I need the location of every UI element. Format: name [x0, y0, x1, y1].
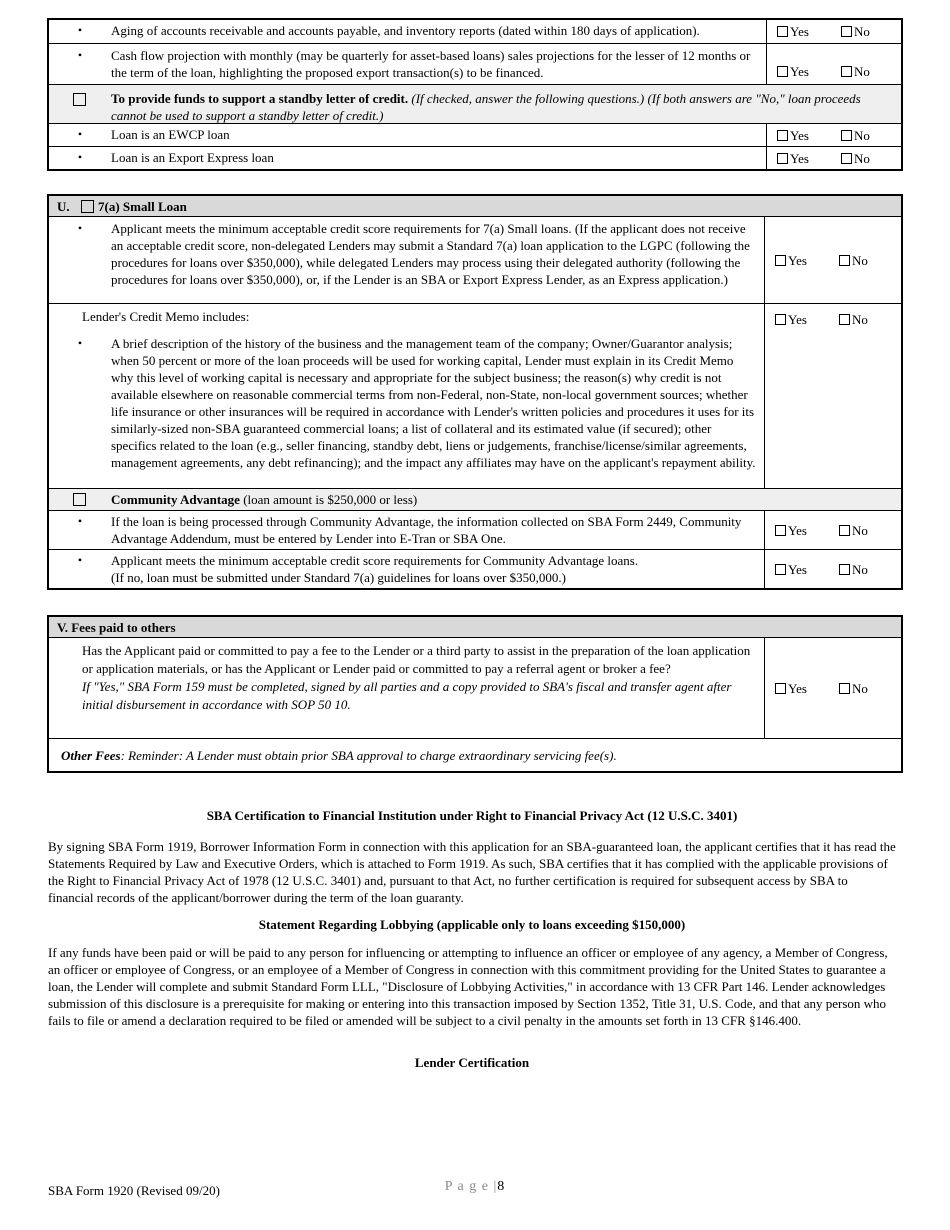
row-text: Loan is an EWCP loan — [111, 127, 230, 142]
community-advantage-checkbox[interactable] — [73, 493, 86, 506]
no-checkbox[interactable] — [839, 525, 850, 536]
lobbying-body: If any funds have been paid or will be paid to any person for influencing or attempting to influence an officer or employee of any agency, a Member of Congress, an officer or employee of Congress, or an employee of a Member of Congress in connection with this commitment providing for the United States to guarantee a loan, the Lender will complete and submit Standard Form LLL, "Disclosure of Lobbying Activities," in accordance with 13 CFR Part 146. Lender acknowledges submission of this disclosure is a prerequisite for making or entering into this transaction imposed by Section 1352, Title 31, U.S. Code, and that any person who fails to file or amend a declaration required to be filed or amended will be subject to a civil penalty in the amounts set forth in 13 CFR §146.400. — [48, 945, 888, 1028]
row-text-line1: Applicant meets the minimum acceptable credit score requirements for Community Advantage loans. — [111, 553, 639, 568]
bullet — [49, 126, 111, 144]
no-checkbox[interactable] — [841, 130, 852, 141]
no-label: No — [852, 522, 868, 538]
yes-no-group — [767, 20, 905, 43]
no-checkbox[interactable] — [839, 564, 850, 575]
lobbying-heading: Statement Regarding Lobbying (applicable only to loans exceeding $150,000) — [258, 917, 686, 932]
cash-flow-row — [49, 44, 901, 85]
no-checkbox[interactable] — [839, 255, 850, 266]
standby-note: (If checked, answer the following questions.) (If both answers are "No," loan proceeds cannot be used to support a standby letter of credit.) — [111, 91, 861, 123]
bullet — [49, 513, 111, 547]
section-title: V. Fees paid to others — [57, 619, 176, 635]
section-u-header — [49, 196, 901, 217]
other-fees-text: : Reminder: A Lender must obtain prior SBA approval to charge extraordinary servicing fee(s). — [120, 747, 617, 763]
no-label: No — [854, 24, 870, 39]
yes-label: Yes — [788, 312, 807, 327]
lender-certification-heading: Lender Certification — [414, 1055, 530, 1070]
yes-no-group — [765, 217, 903, 303]
no-label: No — [854, 150, 870, 166]
no-checkbox[interactable] — [841, 26, 852, 37]
no-label: No — [854, 64, 870, 79]
yes-label: Yes — [788, 561, 807, 577]
yes-label: Yes — [790, 150, 809, 166]
ca-addendum-row — [49, 511, 901, 550]
fees-question-row — [49, 638, 901, 739]
standby-title: To provide funds to support a standby letter of credit. — [111, 91, 409, 106]
privacy-body: By signing SBA Form 1919, Borrower Information Form in connection with this application for an SBA-guaranteed loan, the applicant certifies that it has read the Statements Required by Law and Executive Orders, which is attached to Form 1919. As such, SBA certifies that it has complied with the applicable provisions of the Right to Financial Privacy Act of 1978 (12 U.S.C. 3401) and, pursuant to that Act, no further certification is required for subsequent access by SBA to financial records of the applicant/borrower during the term of the loan guaranty. — [48, 839, 896, 905]
section-title: 7(a) Small Loan — [98, 198, 187, 214]
no-label: No — [854, 127, 870, 143]
yes-checkbox[interactable] — [775, 525, 786, 536]
yes-checkbox[interactable] — [775, 314, 786, 325]
page-separator: | — [493, 1179, 498, 1194]
row-text: Loan is an Export Express loan — [111, 150, 274, 165]
yes-label: Yes — [790, 127, 809, 143]
other-fees-row — [49, 739, 901, 771]
aging-reports-row — [49, 20, 901, 44]
row-text-line2: (If no, loan must be submitted under Standard 7(a) guidelines for loans over $350,000.) — [111, 570, 566, 585]
bullet — [49, 149, 111, 167]
memo-text: A brief description of the history of the business and the management team of the company; Owner/Guarantor analysis; when 50 percent or more of the loan proceeds will be used for working capital, Lender must explain in its Credit Memo why this level of working capital is necessary and appropriate for the subject business; the reason(s) why credit is not available elsewhere on reasonable commercial terms from non-Federal, non-State, non-local government sources; whether life insurance or other insurances will be required in accordance with Lender's written policies and procedures it uses for its similarly-sized non-SBA guaranteed commercial loans; a list of collateral and its estimated value (if secured); other specifics related to the loan (e.g., seller financing, standby debt, liens or judgements, franchise/license/similar agreements, management agreements, any debt refinancing); and the impact any affiliates may have on the applicant's repayment ability. — [111, 336, 756, 470]
no-label: No — [852, 312, 868, 327]
yes-label: Yes — [788, 522, 807, 538]
yes-no-group — [767, 44, 905, 84]
standby-checkbox[interactable] — [73, 93, 86, 106]
section-letter: U. — [57, 198, 70, 214]
ca-title: Community Advantage — [111, 492, 240, 507]
credit-memo-row — [49, 304, 901, 489]
yes-no-group — [765, 304, 903, 488]
yes-checkbox[interactable] — [777, 26, 788, 37]
section-u-table — [47, 194, 903, 590]
yes-no-group — [765, 638, 903, 738]
small-loan-checkbox[interactable] — [81, 200, 94, 213]
ca-note: (loan amount is $250,000 or less) — [239, 492, 418, 507]
export-express-row — [49, 147, 901, 169]
credit-score-row — [49, 217, 901, 304]
fees-question: Has the Applicant paid or committed to pay a fee to the Lender or a third party to assist in the preparation of the loan application or application materials, or has the Applicant or Lender paid or committed to pay a referral agent or broker a fee? — [82, 643, 751, 676]
yes-checkbox[interactable] — [777, 153, 788, 164]
no-checkbox[interactable] — [841, 66, 852, 77]
yes-no-group — [765, 511, 903, 549]
ca-credit-score-row — [49, 550, 901, 588]
row-text: Aging of accounts receivable and accounts payable, and inventory reports (dated within 180 days of application). — [111, 23, 700, 38]
yes-no-group — [767, 124, 905, 146]
fees-note: If "Yes," SBA Form 159 must be completed, signed by all parties and a copy provided to SBA's fiscal and transfer agent after initial disbursement in accordance with SOP 50 10. — [82, 679, 732, 712]
yes-label: Yes — [788, 252, 807, 268]
yes-checkbox[interactable] — [777, 130, 788, 141]
yes-checkbox[interactable] — [775, 564, 786, 575]
bullet — [49, 220, 111, 301]
no-checkbox[interactable] — [841, 153, 852, 164]
no-label: No — [852, 561, 868, 577]
bullet — [49, 22, 111, 41]
no-label: No — [852, 252, 868, 268]
yes-checkbox[interactable] — [777, 66, 788, 77]
no-checkbox[interactable] — [839, 683, 850, 694]
export-loan-table — [47, 18, 903, 171]
other-fees-label: Other Fees — [61, 747, 121, 763]
ewcp-row — [49, 124, 901, 147]
bullet — [49, 335, 111, 471]
bullet — [49, 47, 111, 82]
memo-intro: Lender's Credit Memo includes: — [82, 309, 250, 324]
privacy-heading: SBA Certification to Financial Institution under Right to Financial Privacy Act (12 U.S.C. 3401) — [206, 808, 738, 823]
row-text: Cash flow projection with monthly (may be quarterly for asset-based loans) sales projections for the lesser of 12 months or the term of the loan, highlighting the proposed export transaction(s) to be financed. — [111, 48, 751, 80]
yes-no-group — [767, 147, 905, 169]
page-num: 8 — [497, 1179, 506, 1194]
page-number — [0, 1178, 950, 1195]
row-text: If the loan is being processed through Community Advantage, the information collected on SBA Form 2449, Community Advantage Addendum, must be entered by Lender into E-Tran or SBA One. — [111, 514, 742, 546]
no-checkbox[interactable] — [839, 314, 850, 325]
row-text: Applicant meets the minimum acceptable credit score requirements for 7(a) Small loans. (If the applicant does not receive an acceptable credit score, non-delegated Lenders may submit a Standard 7(a) loan application to the LGPC (following the procedures for loans over $350,000), while delegated Lenders may process using their delegated authority (following the procedures for loans over $350,000), or, if the Lender is an SBA or Export Express Lender, as an Express application.) — [111, 221, 750, 287]
form-number: SBA Form 1920 (Revised 09/20) — [48, 1183, 220, 1198]
yes-checkbox[interactable] — [775, 255, 786, 266]
bullet — [49, 552, 111, 586]
yes-label: Yes — [788, 680, 807, 696]
yes-no-group — [765, 550, 903, 588]
yes-label: Yes — [790, 64, 809, 79]
standby-letter-row — [49, 85, 901, 124]
page-word: P a g e — [444, 1179, 489, 1194]
section-v-table — [47, 615, 903, 773]
yes-label: Yes — [790, 24, 809, 39]
yes-checkbox[interactable] — [775, 683, 786, 694]
section-v-header — [49, 617, 901, 638]
no-label: No — [852, 680, 868, 696]
community-advantage-row — [49, 489, 901, 511]
